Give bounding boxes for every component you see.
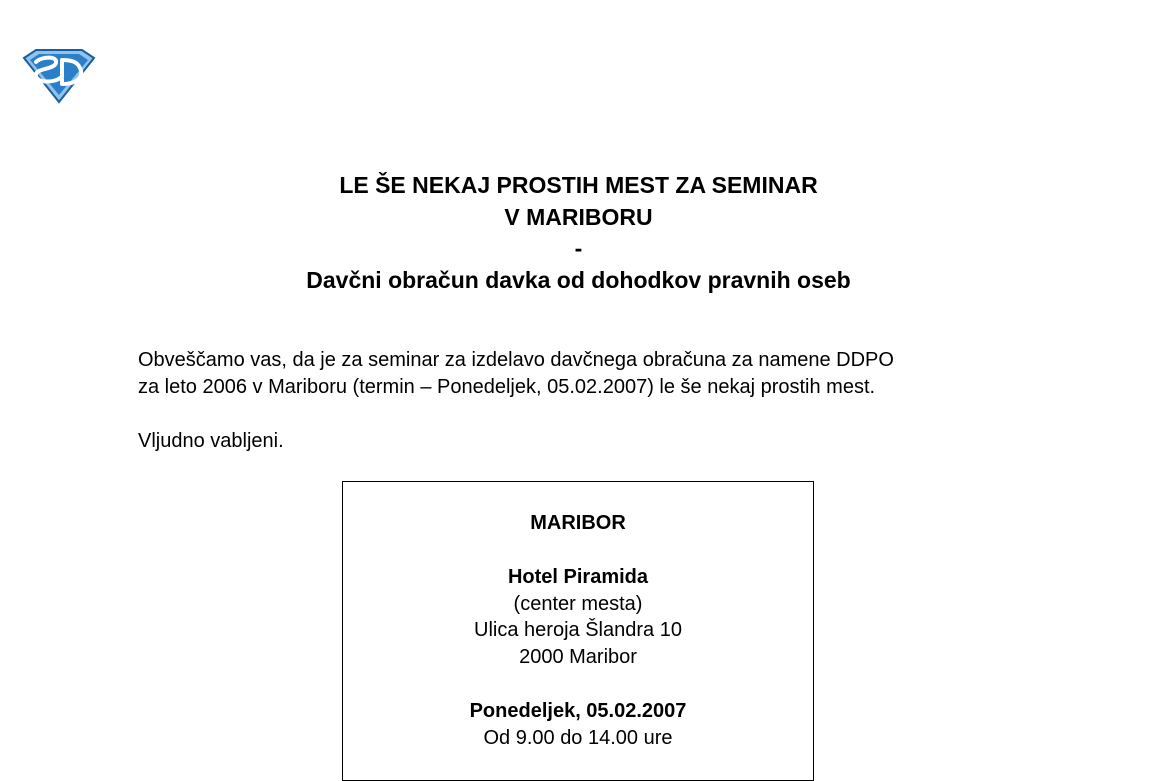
announcement-line-2: za leto 2006 v Mariboru (termin – Ponedeljek, 05.02.2007) le še nekaj prostih mest. (138, 376, 876, 398)
invitation-text: Vljudno vabljeni. (138, 430, 284, 452)
title-subject: Davčni obračun davka od dohodkov pravnih oseb (306, 266, 851, 293)
info-street: Ulica heroja Šlandra 10 (474, 619, 682, 642)
sd-shield-logo-icon (22, 48, 96, 104)
title-line-1: LE ŠE NEKAJ PROSTIH MEST ZA SEMINAR (339, 172, 818, 198)
info-date: Ponedeljek, 05.02.2007 (469, 699, 687, 722)
document-title (0, 170, 1157, 296)
info-venue-note: (center mesta) (513, 592, 643, 615)
seminar-info-box (342, 481, 814, 781)
info-city: MARIBOR (530, 512, 626, 534)
info-venue: Hotel Piramida (507, 565, 649, 588)
title-line-2: V MARIBORU (504, 203, 653, 230)
title-separator: - (574, 235, 583, 261)
announcement-line-1: Obveščamo vas, da je za seminar za izdelavo davčnega obračuna za namene DDPO (138, 349, 894, 371)
info-time: Od 9.00 do 14.00 ure (483, 726, 673, 749)
company-logo (22, 48, 96, 104)
info-postal: 2000 Maribor (519, 646, 637, 669)
announcement-paragraph (138, 347, 894, 401)
